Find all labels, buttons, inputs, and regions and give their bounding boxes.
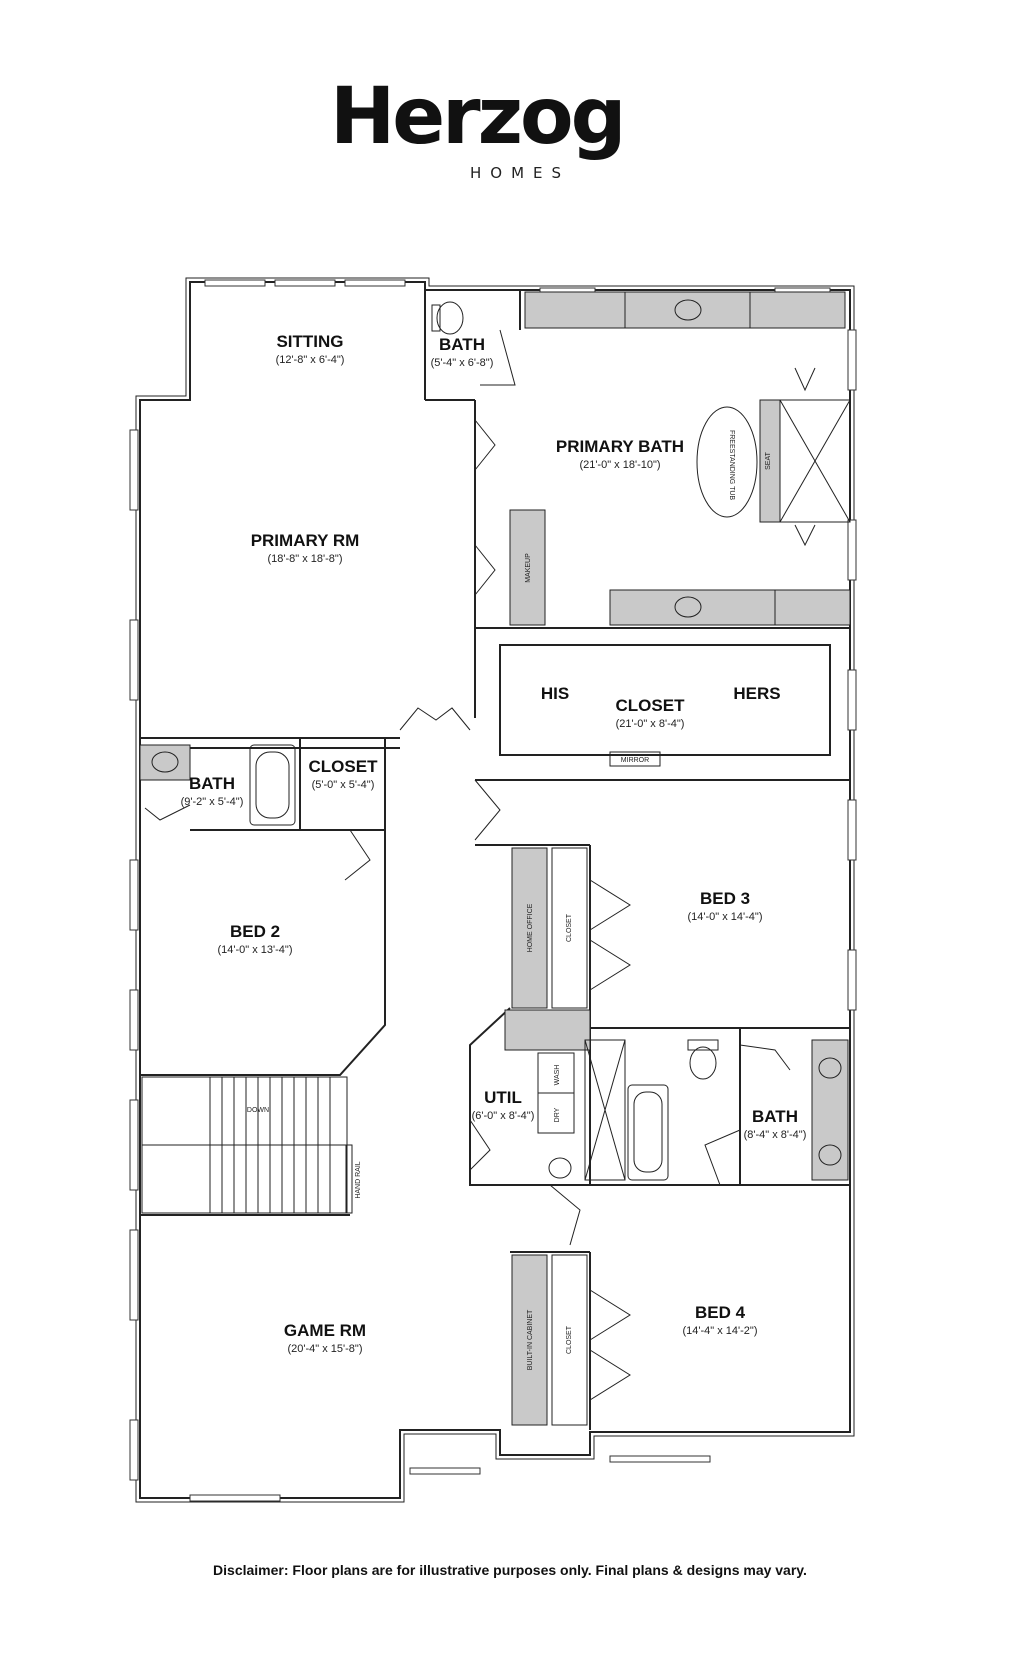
room-util-name: UTIL: [484, 1088, 522, 1107]
door-swings: [145, 330, 815, 1400]
hand-rail-label: HAND RAIL: [355, 1161, 362, 1199]
room-closet-main-dim: (21'-0" x 8'-4"): [615, 718, 685, 730]
room-bed2-dim: (14'-0" x 13'-4"): [217, 944, 293, 956]
wash-label: WASH: [554, 1064, 561, 1086]
freestanding-tub-label: FREESTANDING TUB: [728, 429, 735, 501]
fixture-labels: [247, 430, 772, 1370]
brand-logo: Herzog: [330, 72, 624, 162]
room-bed3-name: BED 3: [699, 889, 751, 908]
room-game-rm-dim: (20'-4" x 15'-8"): [287, 1343, 363, 1355]
room-primary-bath-dim: (21'-0" x 18'-10"): [579, 459, 661, 471]
room-his-name: HIS: [540, 684, 570, 703]
room-bed4-dim: (14'-4" x 14'-2"): [682, 1325, 758, 1337]
dry-label: DRY: [554, 1107, 561, 1123]
room-closet2-name: CLOSET: [308, 757, 378, 776]
room-bath-top-name: BATH: [439, 335, 485, 354]
room-game-rm-name: GAME RM: [283, 1321, 367, 1340]
makeup-label: MAKEUP: [525, 553, 532, 583]
room-util-dim: (6'-0" x 8'-4"): [471, 1110, 535, 1122]
room-bath3-name: BATH: [752, 1107, 798, 1126]
room-primary-rm-dim: (18'-8" x 18'-8"): [267, 553, 343, 565]
closet-bed3-label: CLOSET: [566, 913, 573, 943]
brand-subtitle: HOMES: [470, 164, 571, 182]
room-bath3-dim: (8'-4" x 8'-4"): [743, 1129, 807, 1141]
seat-label: SEAT: [765, 452, 772, 470]
room-sitting-name: SITTING: [276, 332, 344, 351]
mirror-label: MIRROR: [620, 757, 650, 764]
closet-bed4-label: CLOSET: [566, 1325, 573, 1355]
room-labels: [181, 332, 807, 1355]
room-closet2-dim: (5'-0" x 5'-4"): [311, 779, 375, 791]
room-bed2-name: BED 2: [229, 922, 281, 941]
room-bath-top-dim: (5'-4" x 6'-8"): [430, 357, 494, 369]
staircase: [142, 1077, 352, 1213]
room-hers-name: HERS: [733, 684, 781, 703]
stairs-down-label: DOWN: [246, 1107, 270, 1114]
built-in-cabinet-label: BUILT-IN CABINET: [527, 1309, 534, 1371]
cabinetry: [140, 292, 850, 1425]
room-bath2-name: BATH: [189, 774, 235, 793]
room-sitting-dim: (12'-8" x 6'-4"): [275, 354, 345, 366]
room-bed4-name: BED 4: [694, 1303, 746, 1322]
room-closet-main-name: CLOSET: [615, 696, 685, 715]
home-office-label: HOME OFFICE: [527, 903, 534, 953]
disclaimer-text: Disclaimer: Floor plans are for illustrative purposes only. Final plans & designs may vary.: [213, 1562, 807, 1578]
room-bed3-dim: (14'-0" x 14'-4"): [687, 911, 763, 923]
room-bath2-dim: (9'-2" x 5'-4"): [180, 796, 244, 808]
room-primary-rm-name: PRIMARY RM: [250, 531, 360, 550]
interior-walls: [140, 290, 850, 1430]
room-primary-bath-name: PRIMARY BATH: [555, 437, 685, 456]
